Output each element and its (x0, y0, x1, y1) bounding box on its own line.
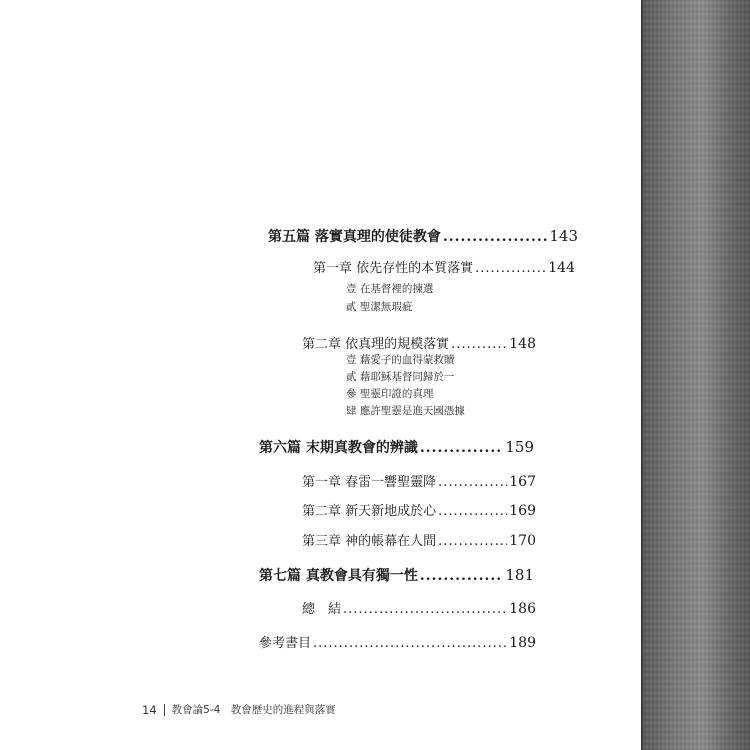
toc-part-7 (259, 565, 534, 585)
toc-chapter-6-3 (302, 530, 536, 549)
toc-chapter-5-2-page: 148 (509, 336, 536, 352)
toc-part-5-page: 143 (549, 227, 578, 245)
toc-chapter-5-2 (302, 333, 536, 352)
toc-leader (420, 440, 503, 456)
toc-part-7-title: 第七篇 真教會具有獨一性 (259, 568, 418, 584)
toc-leader (438, 534, 507, 549)
footer-divider (164, 704, 165, 716)
toc-summary (302, 598, 536, 617)
toc-part-5 (268, 226, 578, 246)
toc-section: 貳 藉耶穌基督同歸於一 (346, 371, 455, 383)
toc-references (259, 632, 536, 651)
toc-leader (443, 229, 547, 245)
toc-chapter-6-3-title: 第三章 神的帳幕在人間 (302, 534, 437, 549)
toc-leader (313, 636, 507, 651)
toc-part-6 (259, 437, 534, 457)
toc-section: 壹 藉愛子的血得蒙救贖 (346, 354, 455, 366)
toc-leader (343, 602, 507, 617)
toc-references-page: 189 (509, 635, 536, 651)
toc-leader (438, 475, 507, 490)
toc-leader (451, 337, 507, 352)
toc-chapter-5-2-title: 第二章 依真理的規模落實 (302, 337, 450, 352)
toc-chapter-6-2-title: 第二章 新天新地成於心 (302, 504, 437, 519)
toc-leader (475, 261, 546, 276)
toc-leader (420, 568, 503, 584)
running-title: 教會論5-4 教會歷史的進程與落實 (171, 704, 336, 716)
toc-chapter-6-1-page: 167 (509, 474, 536, 490)
toc-chapter-5-1 (313, 257, 575, 276)
page-number: 14 (142, 702, 157, 717)
toc-chapter-6-2-page: 169 (509, 503, 536, 519)
toc-section: 肆 應許聖靈是進天國憑據 (346, 405, 465, 417)
toc-section: 壹 在基督裡的揀選 (346, 283, 434, 295)
book-spine-texture (643, 0, 750, 750)
toc-chapter-6-2 (302, 500, 536, 519)
toc-part-6-title: 第六篇 末期真教會的辨識 (259, 440, 418, 456)
toc-part-5-title: 第五篇 落實真理的使徒教會 (268, 229, 441, 245)
page-footer (142, 702, 336, 717)
toc-chapter-6-3-page: 170 (509, 533, 536, 549)
toc-section: 貳 聖潔無瑕疵 (346, 301, 413, 313)
toc-references-title: 參考書目 (259, 636, 312, 651)
toc-chapter-6-1 (302, 471, 536, 490)
toc-part-6-page: 159 (505, 438, 534, 456)
toc-chapter-5-1-title: 第一章 依先存性的本質落實 (313, 261, 474, 276)
toc-summary-page: 186 (509, 601, 536, 617)
toc-leader (438, 504, 507, 519)
toc-chapter-5-1-page: 144 (548, 260, 575, 276)
toc-part-7-page: 181 (505, 566, 534, 584)
toc-section: 參 聖靈印證的真理 (346, 388, 434, 400)
toc-summary-title: 總 結 (302, 602, 342, 617)
toc-chapter-6-1-title: 第一章 春雷一響聖靈降 (302, 475, 437, 490)
